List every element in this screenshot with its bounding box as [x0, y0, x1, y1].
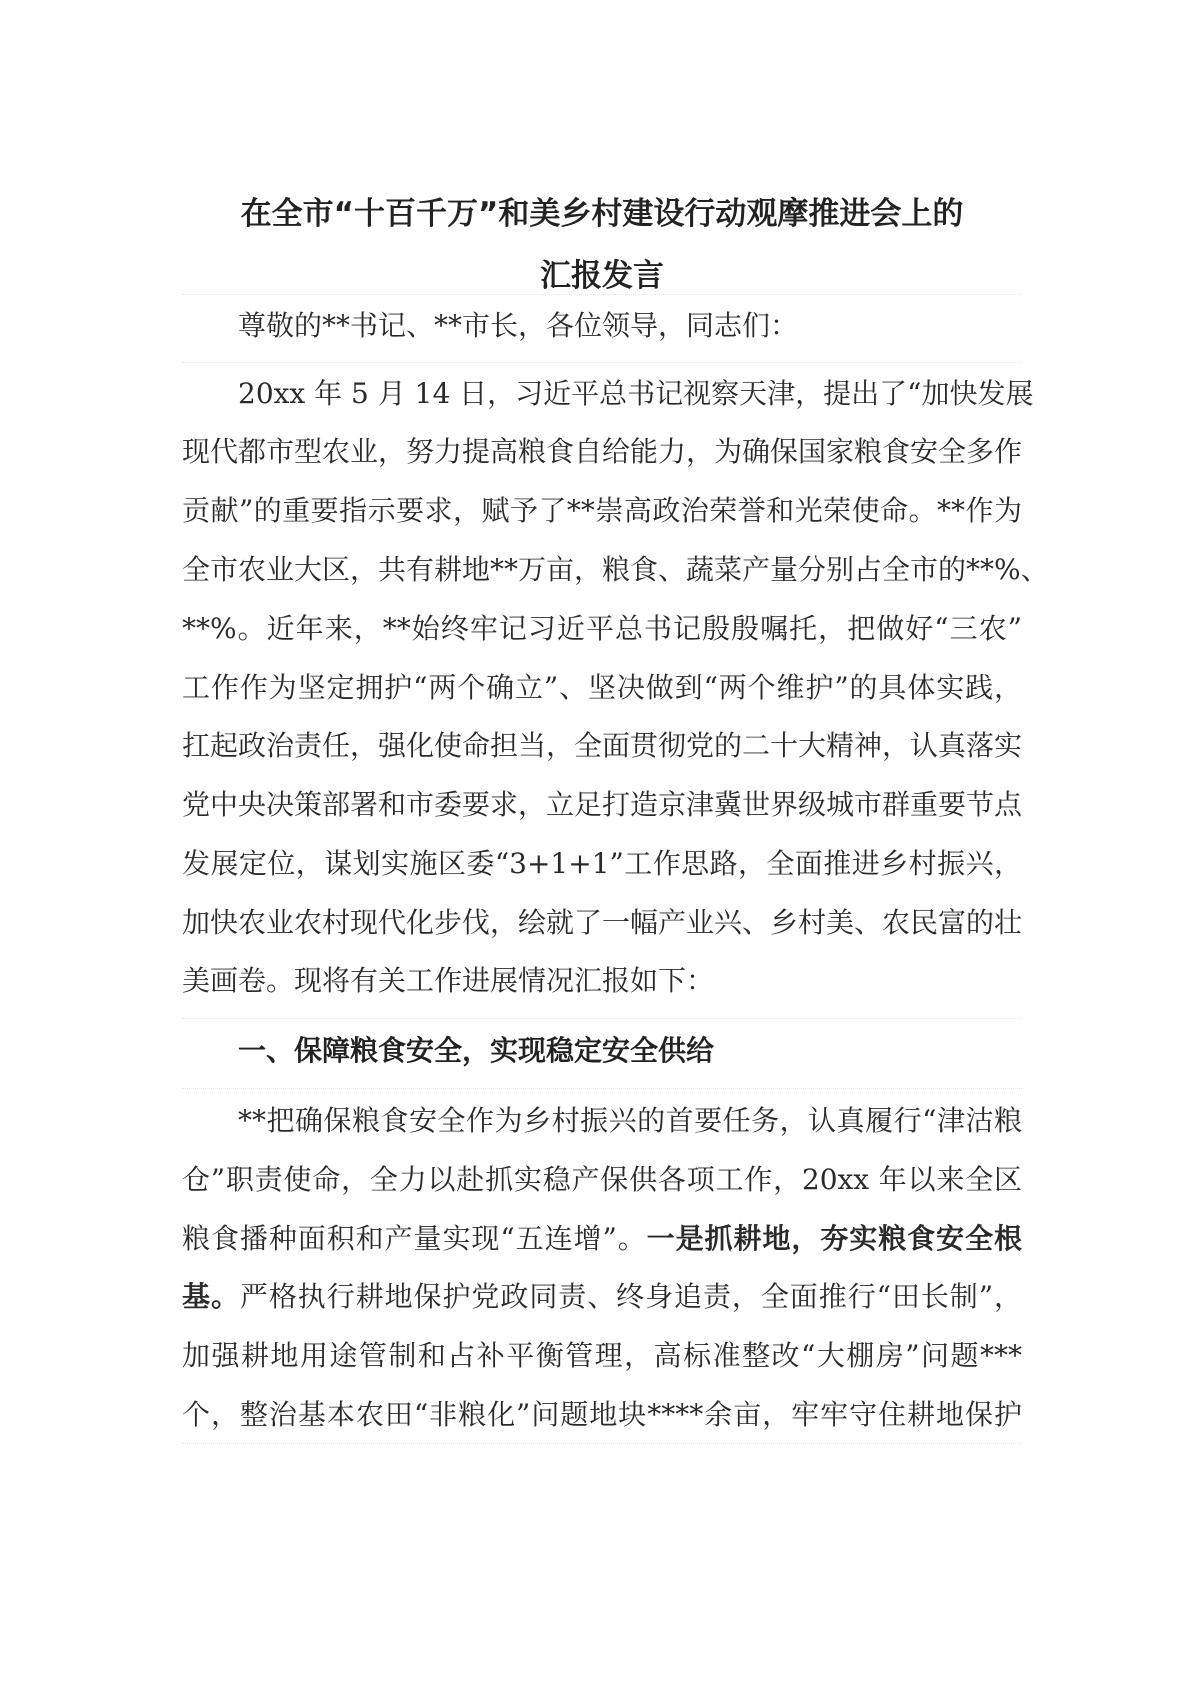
section-1-line-1: **把确保粮食安全作为乡村振兴的首要任务，认真履行“津沽粮: [238, 1104, 1022, 1137]
section-1-heading: 一、保障粮食安全，实现稳定安全供给: [238, 1034, 715, 1067]
section-1-line-4: [182, 1277, 1022, 1317]
section-1-line-3-text: 粮食播种面积和产量实现“五连增”。: [182, 1222, 647, 1255]
separator: [182, 362, 1022, 363]
intro-line-1: 20xx 年 5 月 14 日，习近平总书记视察天津，提出了“加快发展: [238, 377, 1034, 410]
document-title-line-1: 在全市“十百千万”和美乡村建设行动观摩推进会上的: [240, 196, 964, 232]
intro-line-2: 现代都市型农业，努力提高粮食自给能力，为确保国家粮食安全多作: [182, 435, 1023, 468]
section-1-line-2: 仓”职责使命，全力以赴抓实稳产保供各项工作，20xx 年以来全区: [182, 1163, 1022, 1196]
intro-line-10: 加快农业农村现代化步伐，绘就了一幅产业兴、乡村美、农民富的壮: [182, 906, 1023, 939]
salutation: 尊敬的**书记、**市长，各位领导，同志们：: [238, 309, 799, 342]
section-1-line-3: [182, 1219, 1022, 1259]
intro-line-6: 工作作为坚定拥护“两个确立”、坚决做到“两个维护”的具体实践，: [182, 671, 1022, 704]
separator: [182, 1088, 1022, 1089]
intro-line-7: 扛起政治责任，强化使命担当，全面贯彻党的二十大精神，认真落实: [182, 729, 1023, 762]
section-1-line-6: 个，整治基本农田“非粮化”问题地块****余亩，牢牢守住耕地保护: [182, 1398, 1022, 1431]
separator: [182, 1018, 1022, 1019]
point-one-heading: 一是抓耕地，夯实粮食安全根: [646, 1222, 1022, 1255]
intro-line-9: 发展定位，谋划实施区委“3+1+1”工作思路，全面推进乡村振兴，: [182, 847, 1022, 880]
document-title-line-2: 汇报发言: [540, 258, 664, 294]
section-1-line-4-text: 严格执行耕地保护党政同责、终身追责，全面推行“田长制”，: [239, 1280, 1022, 1313]
intro-line-8: 党中央决策部署和市委要求，立足打造京津冀世界级城市群重要节点: [182, 788, 1023, 821]
intro-line-4: 全市农业大区，共有耕地**万亩，粮食、蔬菜产量分别占全市的**%、: [182, 553, 1049, 586]
separator: [182, 294, 1022, 295]
intro-line-3: 贡献”的重要指示要求，赋予了**崇高政治荣誉和光荣使命。**作为: [182, 494, 1022, 527]
point-one-heading-end: 基。: [182, 1280, 240, 1313]
separator: [182, 1443, 1022, 1444]
intro-line-11: 美画卷。现将有关工作进展情况汇报如下：: [182, 964, 715, 997]
intro-line-5: **%。近年来，**始终牢记习近平总书记殷殷嘱托，把做好“三农”: [182, 612, 1022, 645]
section-1-line-5: 加强耕地用途管制和占补平衡管理，高标准整改“大棚房”问题***: [182, 1339, 1022, 1372]
